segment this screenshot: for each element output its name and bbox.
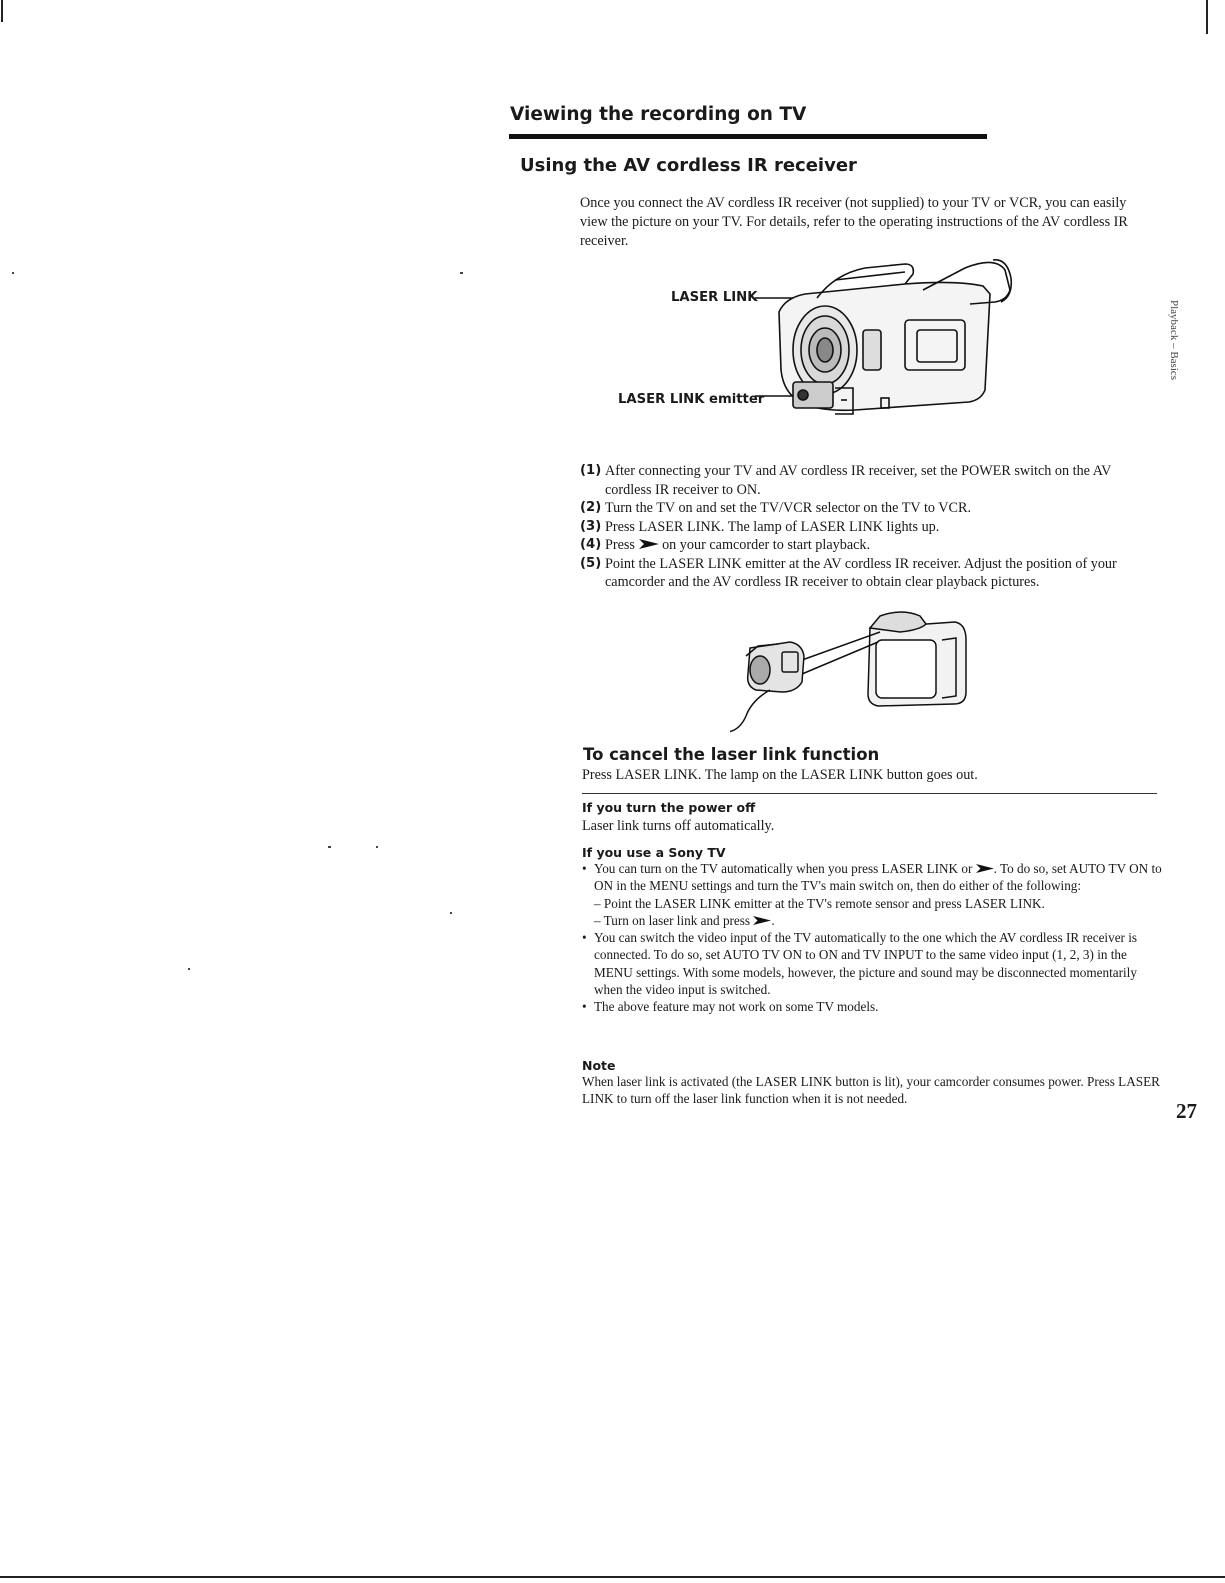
power-off-text: Laser link turns off automatically. <box>582 818 775 834</box>
step-item <box>580 518 1160 537</box>
step-text: Turn the TV on and set the TV/VCR selector on the TV to VCR. <box>605 500 971 516</box>
scan-speck <box>12 272 14 274</box>
page-number: 27 <box>1176 1099 1197 1123</box>
power-off-title: If you turn the power off <box>582 800 756 815</box>
scan-speck <box>328 846 331 848</box>
list-item: – Point the LASER LINK emitter at the TV's remote sensor and press LASER LINK. <box>594 895 1045 911</box>
play-icon <box>639 539 659 549</box>
list-item: – Turn on laser link and press . <box>594 912 775 928</box>
list-item: • You can switch the video input of the TV automatically to the one which the AV cordless IR receiver is connected. To do so, set AUTO TV ON to ON and TV INPUT to the same video input (1, 2, 3) in the MENU settings. With some models, however, the picture and sound may be disconnected momentarily when the video input is switched. <box>582 930 1138 998</box>
step-number: (3) <box>580 518 602 534</box>
sony-tv-notes <box>582 860 1162 1016</box>
subsection-title: Using the AV cordless IR receiver <box>520 155 857 176</box>
bullet-icon: • <box>582 930 587 946</box>
list-item: • The above feature may not work on some TV models. <box>582 999 879 1015</box>
note-title: Note <box>582 1058 616 1073</box>
play-icon <box>976 864 994 873</box>
figure-label-laser-link-emitter: LASER LINK emitter <box>618 392 765 407</box>
figure-label-laser-link: LASER LINK <box>671 290 758 305</box>
cancel-section-text: Press LASER LINK. The lamp on the LASER LINK button goes out. <box>582 767 978 783</box>
step-text: Press <box>605 537 635 553</box>
scan-speck <box>376 846 378 848</box>
scan-bottom-line <box>0 1576 1225 1578</box>
step-text: Press LASER LINK. The lamp of LASER LINK lights up. <box>605 518 940 535</box>
bullet-icon: • <box>582 999 587 1015</box>
sony-tv-title: If you use a Sony TV <box>582 845 726 860</box>
step-text: Point the LASER LINK emitter at the AV cordless IR receiver. Adjust the position of your camcorder and the AV cordless IR receiver to obtain clear playback pictures. <box>605 555 1117 590</box>
play-icon <box>753 916 771 925</box>
step-text: on your camcorder to start playback. <box>662 537 871 553</box>
section-title: Viewing the recording on TV <box>510 104 807 125</box>
cancel-section-title: To cancel the laser link function <box>583 745 880 764</box>
intro-paragraph: Once you connect the AV cordless IR receiver (not supplied) to your TV or VCR, you can easily view the picture on your TV. For details, refer to the operating instructions of the AV cordless IR receiver. <box>580 195 1128 249</box>
camcorder-illustration <box>755 250 1025 430</box>
step-item <box>580 536 1160 555</box>
steps-list <box>580 462 1160 592</box>
note-text: When laser link is activated (the LASER LINK button is lit), your camcorder consumes power. Press LASER LINK to turn off the laser link function when it is not needed. <box>582 1074 1160 1107</box>
side-tab-text: Playback – Basics <box>1168 300 1180 381</box>
section-rule <box>509 134 987 139</box>
side-tab-label <box>1158 300 1182 410</box>
step-item <box>580 462 1160 499</box>
scan-edge-line-left <box>1 0 3 22</box>
scan-speck <box>460 272 463 274</box>
step-number: (4) <box>580 537 602 552</box>
step-text: After connecting your TV and AV cordless IR receiver, set the POWER switch on the AV cordless IR receiver to ON. <box>605 463 1112 498</box>
scan-speck <box>450 912 452 914</box>
bullet-icon: • <box>582 861 587 876</box>
list-item: • You can turn on the TV automatically when you press LASER LINK or . To do so, set AUTO TV ON to ON in the MENU settings and turn the TV's main switch on, then do either of the following: <box>582 861 1162 894</box>
step-item <box>580 555 1160 592</box>
step-number: (5) <box>580 555 602 571</box>
step-item <box>580 499 1160 518</box>
step-number: (2) <box>580 500 602 515</box>
scan-speck <box>188 968 190 970</box>
section-separator <box>582 793 1157 794</box>
tv-camcorder-setup-illustration <box>730 600 970 740</box>
scan-edge-line-right <box>1206 0 1208 34</box>
step-number: (1) <box>580 463 602 478</box>
